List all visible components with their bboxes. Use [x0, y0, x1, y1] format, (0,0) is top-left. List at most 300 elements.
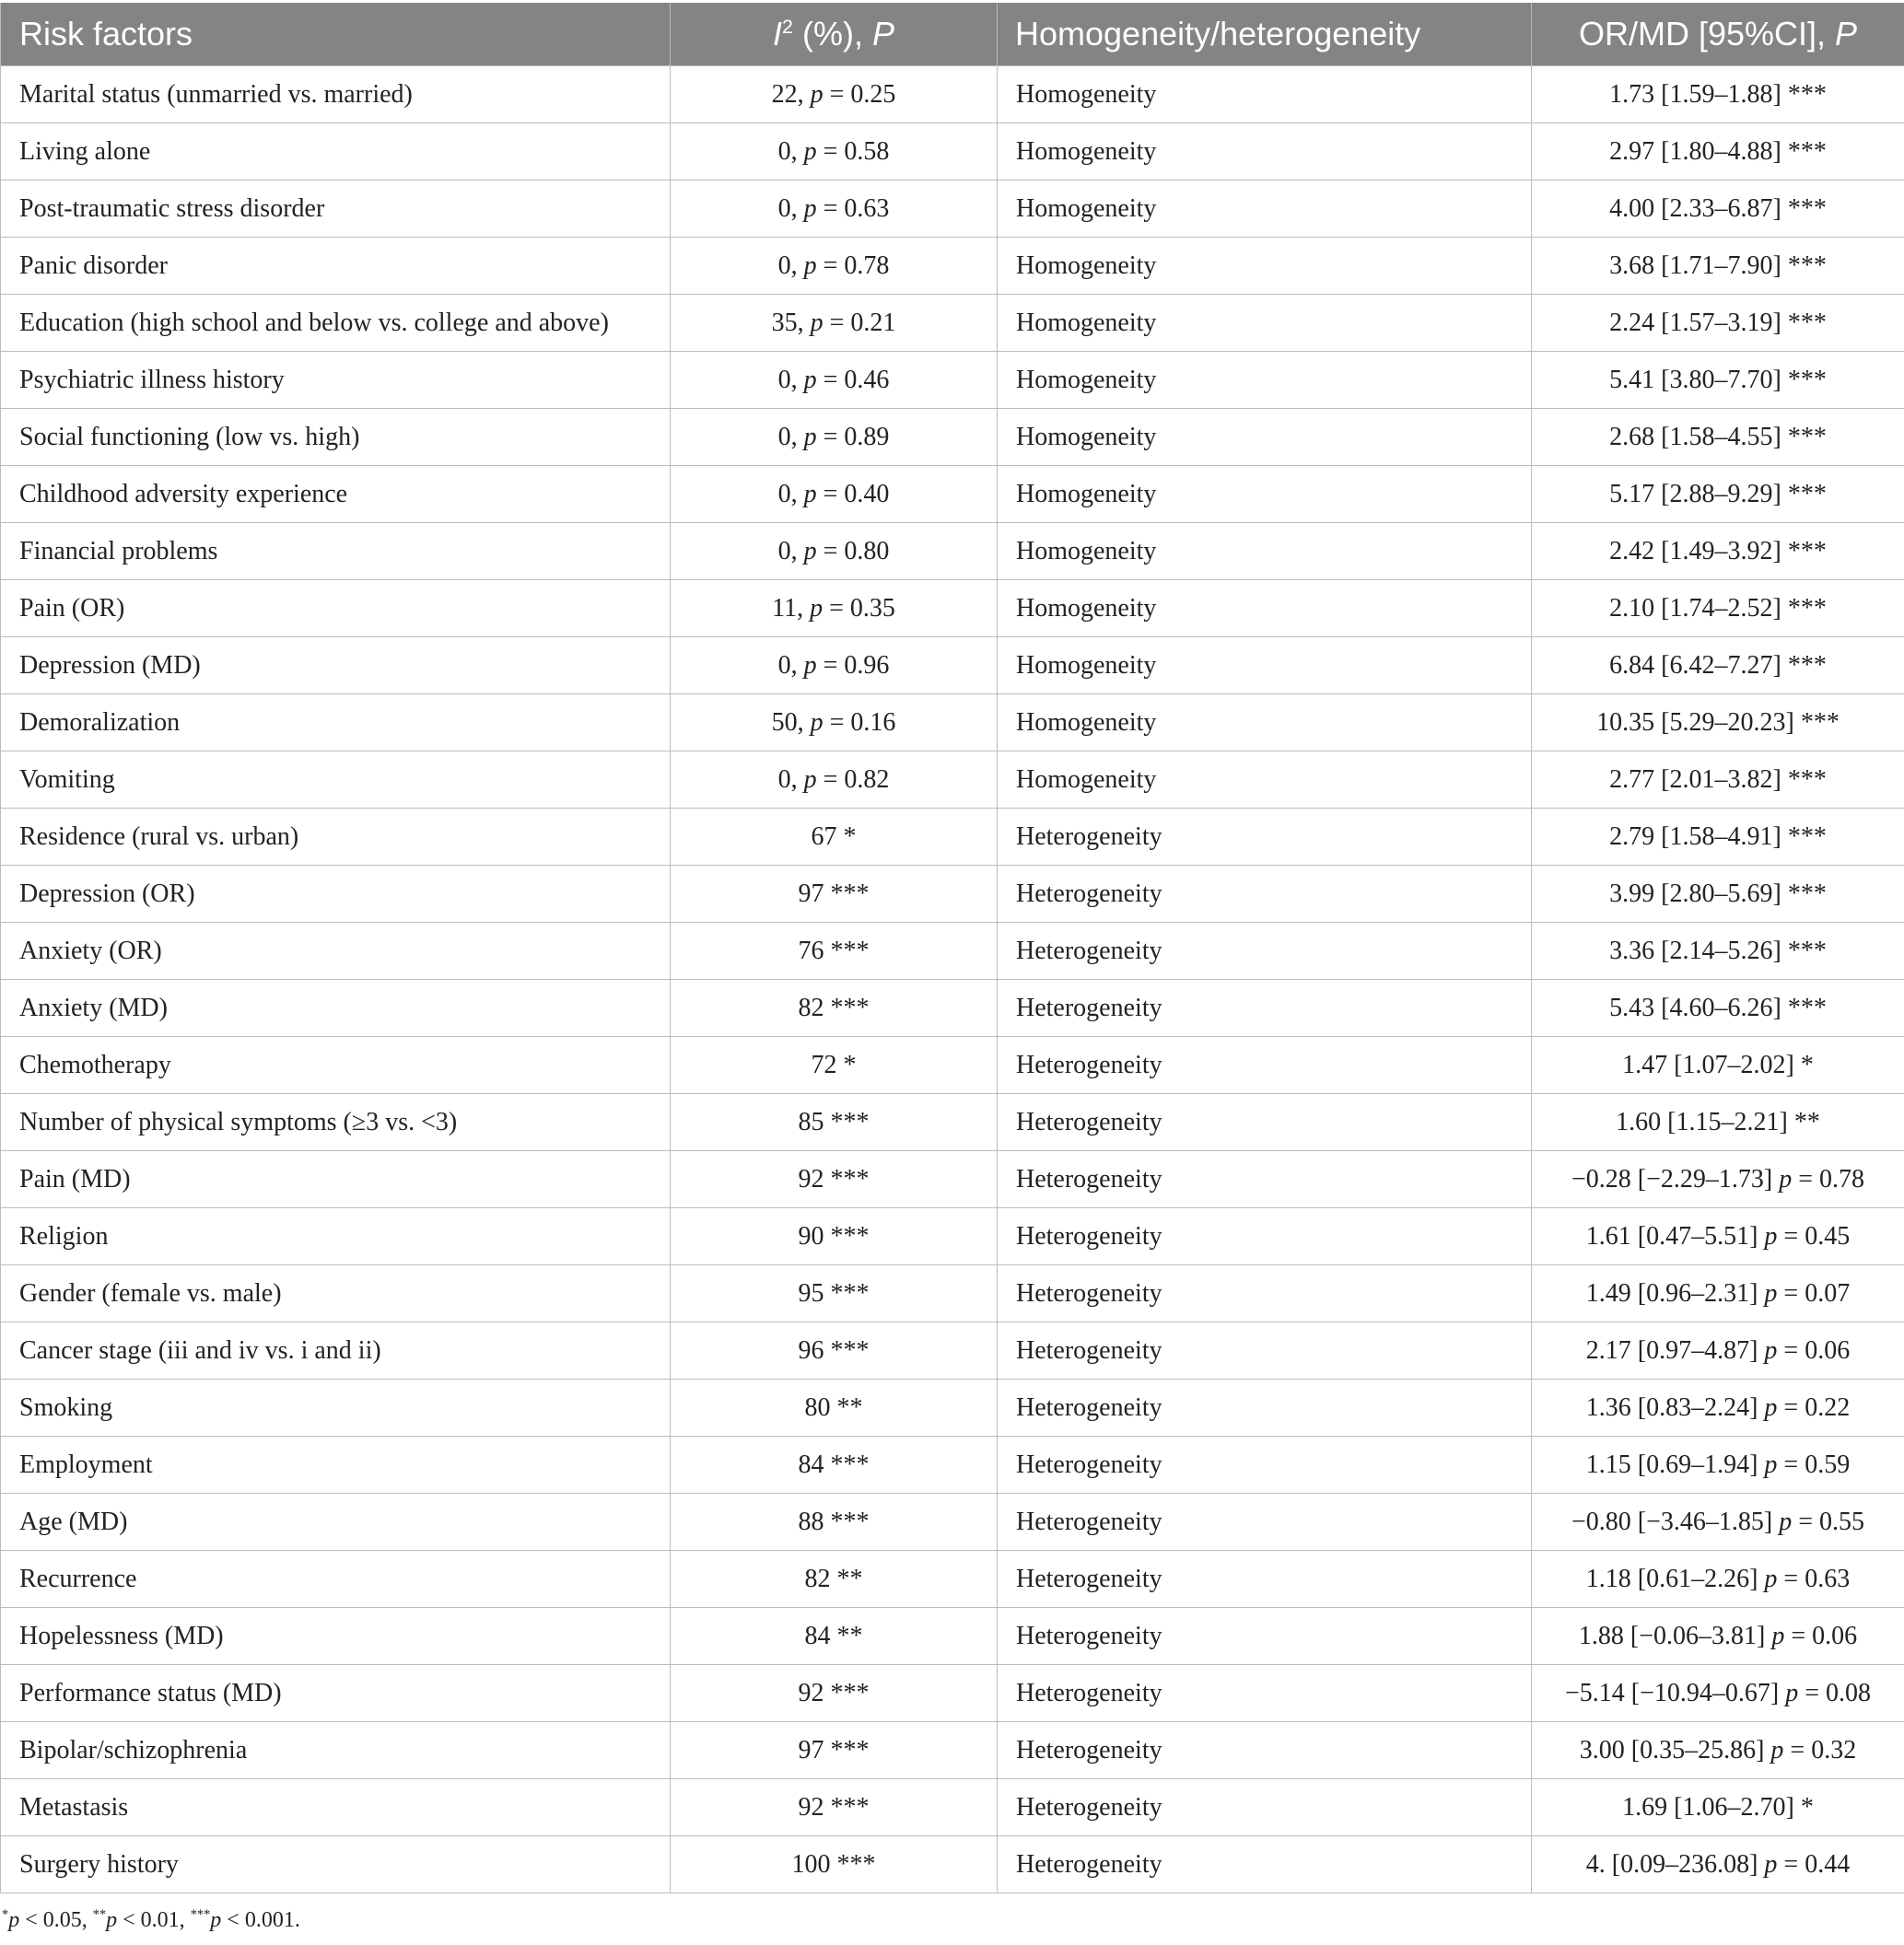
cell-i2-p — [671, 809, 998, 866]
i2-value: 80 ** — [804, 1392, 863, 1422]
risk-factor-label: Metastasis — [19, 1792, 129, 1822]
homogeneity-label: Heterogeneity — [1016, 1164, 1162, 1194]
i2-value: 0, — [777, 422, 804, 451]
or-md-p-value: = 0.59 — [1777, 1450, 1851, 1479]
homogeneity-label: Heterogeneity — [1016, 879, 1162, 908]
i2-value: 72 * — [811, 1050, 857, 1079]
or-md-p-letter: p — [1770, 1735, 1784, 1764]
i2-value: 35, — [771, 308, 811, 337]
cell-risk-factor — [1, 409, 671, 466]
i2-value: 92 *** — [798, 1792, 870, 1822]
or-md-value: 3.99 [2.80–5.69] *** — [1609, 879, 1827, 908]
cell-risk-factor — [1, 866, 671, 923]
cell-homogeneity — [998, 1608, 1532, 1665]
or-md-p-value: = 0.63 — [1777, 1564, 1851, 1593]
table-header-row — [1, 3, 1904, 66]
cell-risk-factor — [1, 1037, 671, 1094]
table-row — [1, 637, 1904, 694]
footnote-p-2: p — [106, 1908, 118, 1932]
cell-homogeneity — [998, 352, 1532, 409]
i2-p-letter: p — [803, 193, 817, 223]
homogeneity-label: Homogeneity — [1016, 707, 1157, 737]
i2-value: 95 *** — [798, 1278, 870, 1308]
table-row — [1, 980, 1904, 1037]
i2-p-letter: p — [803, 536, 817, 565]
or-md-p-letter: p — [1771, 1621, 1785, 1650]
table-row — [1, 866, 1904, 923]
homogeneity-label: Homogeneity — [1016, 365, 1157, 394]
risk-factor-label: Performance status (MD) — [19, 1678, 282, 1707]
cell-risk-factor — [1, 1494, 671, 1551]
footnote-text-3: < 0.001. — [221, 1908, 300, 1932]
i2-value: 50, — [771, 707, 811, 737]
cell-risk-factor — [1, 980, 671, 1037]
risk-factor-label: Depression (OR) — [19, 879, 195, 908]
or-md-p-letter: p — [1764, 1335, 1778, 1365]
footnote-p-3: p — [210, 1908, 222, 1932]
cell-or-md — [1532, 1836, 1904, 1893]
i2-value: 88 *** — [798, 1507, 870, 1536]
table-row — [1, 181, 1904, 238]
i2-value: 67 * — [811, 821, 857, 851]
homogeneity-label: Heterogeneity — [1016, 1792, 1162, 1822]
or-md-value: 3.36 [2.14–5.26] *** — [1609, 936, 1827, 965]
cell-i2-p — [671, 66, 998, 123]
i2-value: 92 *** — [798, 1164, 870, 1194]
homogeneity-label: Heterogeneity — [1016, 1050, 1162, 1079]
homogeneity-label: Heterogeneity — [1016, 1564, 1162, 1593]
or-md-p-letter: p — [1764, 1392, 1778, 1422]
i2-value: 0, — [777, 136, 804, 166]
header-i2-p-letter: P — [872, 15, 895, 52]
cell-risk-factor — [1, 181, 671, 238]
cell-or-md — [1532, 352, 1904, 409]
cell-homogeneity — [998, 1836, 1532, 1893]
cell-or-md — [1532, 751, 1904, 809]
cell-risk-factor — [1, 1437, 671, 1494]
or-md-value: 1.36 [0.83–2.24] — [1585, 1392, 1765, 1422]
or-md-value: 2.42 [1.49–3.92] *** — [1609, 536, 1827, 565]
i2-p-value: = 0.96 — [816, 650, 890, 680]
risk-factor-label: Surgery history — [19, 1849, 179, 1879]
or-md-p-value: = 0.06 — [1784, 1621, 1858, 1650]
cell-or-md — [1532, 1151, 1904, 1208]
cell-risk-factor — [1, 66, 671, 123]
i2-value: 97 *** — [798, 879, 870, 908]
cell-risk-factor — [1, 1322, 671, 1380]
or-md-value: 5.41 [3.80–7.70] *** — [1609, 365, 1827, 394]
table-row — [1, 1608, 1904, 1665]
or-md-value: 1.88 [−0.06–3.81] — [1578, 1621, 1772, 1650]
or-md-p-value: = 0.78 — [1792, 1164, 1865, 1194]
or-md-value: 1.15 [0.69–1.94] — [1585, 1450, 1765, 1479]
or-md-value: 1.69 [1.06–2.70] * — [1622, 1792, 1814, 1822]
cell-risk-factor — [1, 1665, 671, 1722]
risk-factor-label: Chemotherapy — [19, 1050, 171, 1079]
table-row — [1, 923, 1904, 980]
cell-homogeneity — [998, 1380, 1532, 1437]
cell-risk-factor — [1, 1151, 671, 1208]
risk-factors-table — [0, 3, 1904, 1893]
risk-factor-label: Social functioning (low vs. high) — [19, 422, 360, 451]
cell-i2-p — [671, 295, 998, 352]
i2-value: 84 ** — [804, 1621, 863, 1650]
cell-or-md — [1532, 1322, 1904, 1380]
cell-risk-factor — [1, 809, 671, 866]
cell-i2-p — [671, 751, 998, 809]
cell-homogeneity — [998, 1722, 1532, 1779]
or-md-value: 1.61 [0.47–5.51] — [1585, 1221, 1765, 1251]
i2-value: 76 *** — [798, 936, 870, 965]
header-homogeneity — [998, 3, 1532, 66]
table-row — [1, 1437, 1904, 1494]
homogeneity-label: Heterogeneity — [1016, 1450, 1162, 1479]
cell-or-md — [1532, 66, 1904, 123]
cell-i2-p — [671, 123, 998, 181]
or-md-value: 3.00 [0.35–25.86] — [1579, 1735, 1771, 1764]
table-row — [1, 523, 1904, 580]
or-md-value: 2.17 [0.97–4.87] — [1585, 1335, 1765, 1365]
homogeneity-label: Homogeneity — [1016, 422, 1157, 451]
cell-or-md — [1532, 295, 1904, 352]
i2-p-letter: p — [810, 593, 824, 623]
cell-risk-factor — [1, 923, 671, 980]
cell-or-md — [1532, 923, 1904, 980]
i2-value: 96 *** — [798, 1335, 870, 1365]
or-md-value: 6.84 [6.42–7.27] *** — [1609, 650, 1827, 680]
cell-homogeneity — [998, 66, 1532, 123]
cell-i2-p — [671, 523, 998, 580]
homogeneity-label: Heterogeneity — [1016, 1107, 1162, 1136]
or-md-value: 2.97 [1.80–4.88] *** — [1609, 136, 1827, 166]
header-i2-p — [671, 3, 998, 66]
table-row — [1, 1037, 1904, 1094]
cell-homogeneity — [998, 181, 1532, 238]
cell-homogeneity — [998, 751, 1532, 809]
significance-footnote — [2, 1908, 300, 1933]
i2-p-letter: p — [810, 707, 824, 737]
cell-or-md — [1532, 1608, 1904, 1665]
risk-factors-table-container — [0, 3, 1904, 1893]
risk-factor-label: Pain (MD) — [19, 1164, 131, 1194]
or-md-value: 2.10 [1.74–2.52] *** — [1609, 593, 1827, 623]
table-row — [1, 409, 1904, 466]
risk-factor-label: Panic disorder — [19, 250, 168, 280]
or-md-p-letter: p — [1764, 1849, 1778, 1879]
or-md-p-letter: p — [1764, 1564, 1778, 1593]
cell-homogeneity — [998, 866, 1532, 923]
homogeneity-label: Heterogeneity — [1016, 1221, 1162, 1251]
homogeneity-label: Heterogeneity — [1016, 1507, 1162, 1536]
homogeneity-label: Heterogeneity — [1016, 821, 1162, 851]
or-md-value: 1.49 [0.96–2.31] — [1585, 1278, 1765, 1308]
cell-homogeneity — [998, 1322, 1532, 1380]
header-i2-suffix: (%), — [793, 15, 872, 52]
or-md-p-letter: p — [1785, 1678, 1799, 1707]
table-row — [1, 352, 1904, 409]
cell-homogeneity — [998, 1437, 1532, 1494]
table-row — [1, 1265, 1904, 1322]
table-row — [1, 1151, 1904, 1208]
or-md-p-value: = 0.32 — [1783, 1735, 1857, 1764]
cell-or-md — [1532, 1208, 1904, 1265]
cell-i2-p — [671, 694, 998, 751]
cell-i2-p — [671, 637, 998, 694]
homogeneity-label: Heterogeneity — [1016, 1849, 1162, 1879]
cell-homogeneity — [998, 980, 1532, 1037]
cell-i2-p — [671, 1779, 998, 1836]
cell-or-md — [1532, 580, 1904, 637]
cell-i2-p — [671, 1494, 998, 1551]
cell-risk-factor — [1, 694, 671, 751]
cell-or-md — [1532, 1779, 1904, 1836]
i2-p-value: = 0.46 — [816, 365, 890, 394]
or-md-value: 1.60 [1.15–2.21] ** — [1616, 1107, 1820, 1136]
cell-or-md — [1532, 523, 1904, 580]
header-or-md-prefix: OR/MD [95%CI], — [1578, 15, 1836, 52]
footnote-text-1: < 0.05, — [19, 1908, 93, 1932]
or-md-value: 2.77 [2.01–3.82] *** — [1609, 764, 1827, 794]
risk-factor-label: Recurrence — [19, 1564, 137, 1593]
cell-i2-p — [671, 980, 998, 1037]
cell-i2-p — [671, 1322, 998, 1380]
cell-or-md — [1532, 1722, 1904, 1779]
risk-factor-label: Pain (OR) — [19, 593, 125, 623]
cell-i2-p — [671, 1208, 998, 1265]
header-or-md — [1532, 3, 1904, 66]
cell-i2-p — [671, 409, 998, 466]
table-body — [1, 66, 1904, 1893]
cell-risk-factor — [1, 238, 671, 295]
or-md-value: −0.80 [−3.46–1.85] — [1571, 1507, 1780, 1536]
header-i2-superscript: 2 — [781, 15, 793, 38]
cell-or-md — [1532, 694, 1904, 751]
risk-factor-label: Age (MD) — [19, 1507, 128, 1536]
header-i2-symbol: I — [772, 15, 782, 52]
cell-or-md — [1532, 1380, 1904, 1437]
cell-risk-factor — [1, 523, 671, 580]
i2-value: 0, — [777, 536, 804, 565]
homogeneity-label: Heterogeneity — [1016, 1335, 1162, 1365]
cell-risk-factor — [1, 751, 671, 809]
cell-risk-factor — [1, 466, 671, 523]
cell-homogeneity — [998, 409, 1532, 466]
homogeneity-label: Homogeneity — [1016, 136, 1157, 166]
cell-risk-factor — [1, 1779, 671, 1836]
header-risk-factors-label: Risk factors — [19, 15, 193, 52]
homogeneity-label: Heterogeneity — [1016, 1278, 1162, 1308]
risk-factor-label: Anxiety (MD) — [19, 993, 168, 1022]
or-md-value: 1.18 [0.61–2.26] — [1585, 1564, 1765, 1593]
risk-factor-label: Cancer stage (iii and iv vs. i and ii) — [19, 1335, 381, 1365]
risk-factor-label: Post-traumatic stress disorder — [19, 193, 325, 223]
i2-p-value: = 0.78 — [816, 250, 890, 280]
i2-p-letter: p — [803, 250, 817, 280]
or-md-value: −5.14 [−10.94–0.67] — [1564, 1678, 1786, 1707]
cell-or-md — [1532, 809, 1904, 866]
cell-or-md — [1532, 980, 1904, 1037]
table-row — [1, 295, 1904, 352]
cell-i2-p — [671, 923, 998, 980]
table-row — [1, 1380, 1904, 1437]
cell-risk-factor — [1, 352, 671, 409]
risk-factor-label: Financial problems — [19, 536, 218, 565]
cell-risk-factor — [1, 580, 671, 637]
table-row — [1, 1722, 1904, 1779]
cell-i2-p — [671, 580, 998, 637]
i2-value: 82 *** — [798, 993, 870, 1022]
i2-value: 100 *** — [791, 1849, 876, 1879]
risk-factor-label: Religion — [19, 1221, 109, 1251]
or-md-value: 10.35 [5.29–20.23] *** — [1596, 707, 1840, 737]
cell-or-md — [1532, 1265, 1904, 1322]
or-md-p-letter: p — [1764, 1221, 1778, 1251]
footnote-star-2: ** — [92, 1907, 107, 1922]
i2-p-value: = 0.25 — [823, 79, 896, 109]
risk-factor-label: Vomiting — [19, 764, 115, 794]
cell-or-md — [1532, 466, 1904, 523]
cell-or-md — [1532, 1551, 1904, 1608]
or-md-p-value: = 0.06 — [1777, 1335, 1851, 1365]
cell-risk-factor — [1, 1722, 671, 1779]
i2-p-letter: p — [803, 650, 817, 680]
i2-p-letter: p — [810, 79, 824, 109]
cell-homogeneity — [998, 238, 1532, 295]
or-md-p-value: = 0.44 — [1777, 1849, 1851, 1879]
cell-homogeneity — [998, 1094, 1532, 1151]
i2-value: 90 *** — [798, 1221, 870, 1251]
cell-or-md — [1532, 1494, 1904, 1551]
table-row — [1, 1322, 1904, 1380]
table-row — [1, 1779, 1904, 1836]
cell-i2-p — [671, 1608, 998, 1665]
i2-value: 84 *** — [798, 1450, 870, 1479]
i2-p-letter: p — [803, 422, 817, 451]
risk-factor-label: Education (high school and below vs. college and above) — [19, 308, 609, 337]
i2-p-value: = 0.40 — [816, 479, 890, 508]
i2-value: 0, — [777, 193, 804, 223]
or-md-value: −0.28 [−2.29–1.73] — [1571, 1164, 1780, 1194]
i2-p-value: = 0.16 — [823, 707, 896, 737]
homogeneity-label: Homogeneity — [1016, 79, 1157, 109]
i2-p-value: = 0.21 — [823, 308, 896, 337]
i2-value: 0, — [777, 479, 804, 508]
homogeneity-label: Heterogeneity — [1016, 936, 1162, 965]
table-row — [1, 809, 1904, 866]
or-md-p-letter: p — [1779, 1164, 1793, 1194]
cell-homogeneity — [998, 1208, 1532, 1265]
i2-p-value: = 0.58 — [816, 136, 890, 166]
cell-homogeneity — [998, 809, 1532, 866]
cell-homogeneity — [998, 295, 1532, 352]
header-homogeneity-label: Homogeneity/heterogeneity — [1015, 15, 1421, 52]
cell-risk-factor — [1, 123, 671, 181]
risk-factor-label: Marital status (unmarried vs. married) — [19, 79, 413, 109]
i2-value: 85 *** — [798, 1107, 870, 1136]
homogeneity-label: Heterogeneity — [1016, 1621, 1162, 1650]
cell-i2-p — [671, 466, 998, 523]
i2-p-letter: p — [803, 764, 817, 794]
or-md-p-value: = 0.07 — [1777, 1278, 1851, 1308]
or-md-value: 5.17 [2.88–9.29] *** — [1609, 479, 1827, 508]
cell-or-md — [1532, 238, 1904, 295]
footnote-star-3: *** — [190, 1907, 211, 1922]
risk-factor-label: Childhood adversity experience — [19, 479, 348, 508]
cell-homogeneity — [998, 694, 1532, 751]
or-md-p-value: = 0.22 — [1777, 1392, 1851, 1422]
cell-homogeneity — [998, 523, 1532, 580]
i2-p-letter: p — [803, 479, 817, 508]
or-md-p-value: = 0.55 — [1792, 1507, 1865, 1536]
i2-p-value: = 0.35 — [823, 593, 895, 623]
i2-p-letter: p — [803, 365, 817, 394]
cell-risk-factor — [1, 1836, 671, 1893]
i2-value: 92 *** — [798, 1678, 870, 1707]
table-row — [1, 1551, 1904, 1608]
cell-risk-factor — [1, 1208, 671, 1265]
cell-homogeneity — [998, 1665, 1532, 1722]
or-md-p-value: = 0.08 — [1798, 1678, 1872, 1707]
footnote-star-1: * — [2, 1907, 9, 1922]
i2-value: 82 ** — [804, 1564, 863, 1593]
risk-factor-label: Employment — [19, 1450, 153, 1479]
cell-or-md — [1532, 637, 1904, 694]
cell-homogeneity — [998, 923, 1532, 980]
risk-factor-label: Bipolar/schizophrenia — [19, 1735, 248, 1764]
or-md-value: 2.79 [1.58–4.91] *** — [1609, 821, 1827, 851]
cell-risk-factor — [1, 295, 671, 352]
risk-factor-label: Gender (female vs. male) — [19, 1278, 282, 1308]
table-row — [1, 1836, 1904, 1893]
or-md-value: 2.68 [1.58–4.55] *** — [1609, 422, 1827, 451]
cell-homogeneity — [998, 123, 1532, 181]
header-or-md-p-letter: P — [1835, 15, 1858, 52]
footnote-p-1: p — [8, 1908, 20, 1932]
cell-risk-factor — [1, 1380, 671, 1437]
homogeneity-label: Homogeneity — [1016, 479, 1157, 508]
cell-or-md — [1532, 866, 1904, 923]
homogeneity-label: Homogeneity — [1016, 250, 1157, 280]
table-row — [1, 1494, 1904, 1551]
i2-p-letter: p — [803, 136, 817, 166]
i2-p-value: = 0.82 — [816, 764, 890, 794]
cell-risk-factor — [1, 1094, 671, 1151]
table-row — [1, 1094, 1904, 1151]
table-row — [1, 123, 1904, 181]
i2-value: 22, — [771, 79, 811, 109]
cell-i2-p — [671, 1722, 998, 1779]
cell-i2-p — [671, 1665, 998, 1722]
i2-value: 0, — [777, 650, 804, 680]
risk-factor-label: Smoking — [19, 1392, 113, 1422]
cell-or-md — [1532, 1037, 1904, 1094]
i2-value: 97 *** — [798, 1735, 870, 1764]
i2-value: 0, — [777, 365, 804, 394]
cell-homogeneity — [998, 1265, 1532, 1322]
cell-risk-factor — [1, 1551, 671, 1608]
cell-i2-p — [671, 1437, 998, 1494]
header-risk-factors — [1, 3, 671, 66]
cell-or-md — [1532, 181, 1904, 238]
cell-homogeneity — [998, 1494, 1532, 1551]
homogeneity-label: Homogeneity — [1016, 536, 1157, 565]
homogeneity-label: Homogeneity — [1016, 764, 1157, 794]
cell-risk-factor — [1, 637, 671, 694]
homogeneity-label: Heterogeneity — [1016, 1735, 1162, 1764]
table-row — [1, 694, 1904, 751]
homogeneity-label: Homogeneity — [1016, 308, 1157, 337]
or-md-value: 1.47 [1.07–2.02] * — [1622, 1050, 1814, 1079]
